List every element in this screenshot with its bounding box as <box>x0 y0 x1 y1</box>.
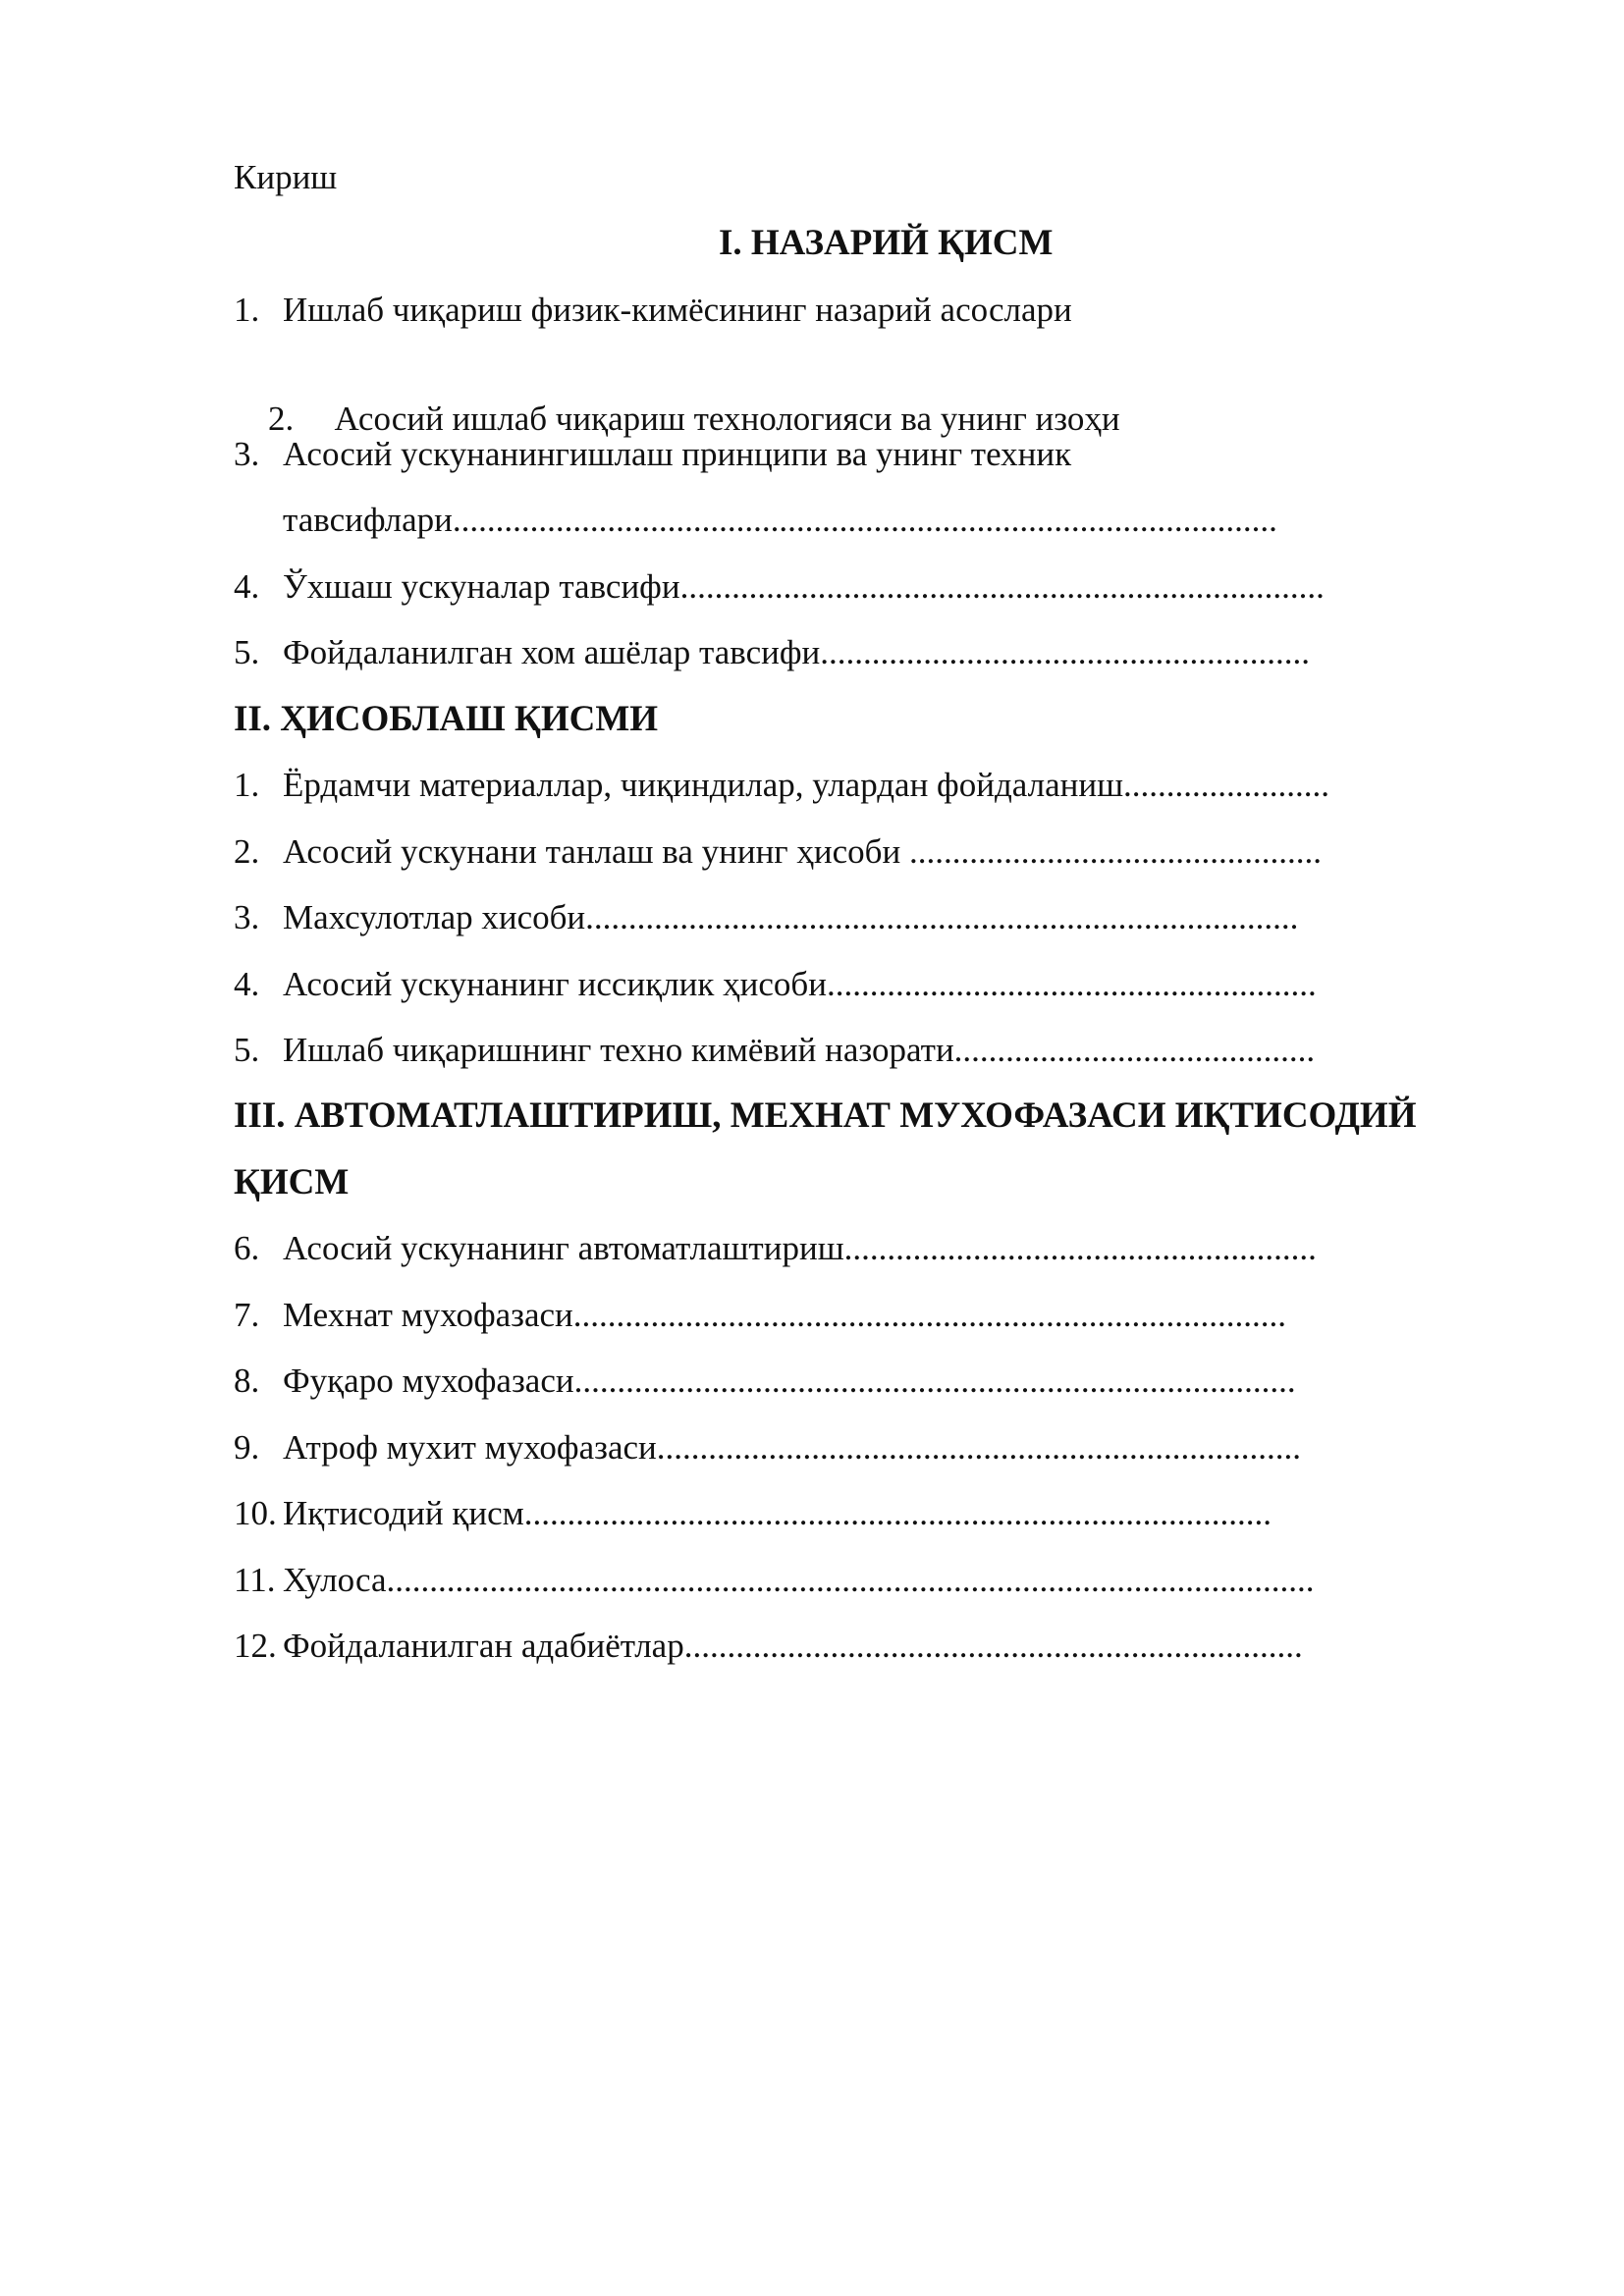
toc-item <box>234 1294 1286 1337</box>
toc-item-text: Ўхшаш ускуналар тавсифи........................................................................... <box>283 567 1325 606</box>
toc-item-number: 11. <box>234 1561 276 1599</box>
toc-item-text: тавсифлари................................................................................................ <box>283 501 1277 539</box>
toc-item <box>234 1559 1315 1602</box>
toc-item <box>234 289 1072 332</box>
section-1-title: I. НАЗАРИЙ ҚИСМ <box>719 223 1054 263</box>
toc-item-text: Иқтисодий қисм....................................................................................... <box>283 1494 1272 1532</box>
toc-item <box>234 631 1310 674</box>
toc-item-text: Хулоса............................................................................................................ <box>283 1561 1315 1599</box>
toc-item-text: Мехнат мухофазаси................................................................................... <box>283 1296 1287 1334</box>
toc-item-text: Ишлаб чиқариш физик-кимёсининг назарий асослари <box>283 291 1072 329</box>
toc-item <box>234 565 1325 609</box>
toc-item-number: 1. <box>234 766 260 804</box>
toc-item-text: Атроф мухит мухофазаси........................................................................... <box>283 1428 1302 1467</box>
toc-item-continuation <box>234 499 1277 542</box>
toc-item-number: 4. <box>234 965 260 1003</box>
section-3-title: III. АВТОМАТЛАШТИРИШ, МЕХНАТ МУХОФАЗАСИ ИҚТИСОДИЙ <box>234 1095 1417 1136</box>
toc-item-text: Ишлаб чиқаришнинг техно кимёвий назорати.......................................... <box>283 1031 1316 1069</box>
toc-item-text: Асосий ускунанингишлаш принципи ва унинг техник <box>283 435 1072 473</box>
toc-item-number: 3. <box>234 435 260 473</box>
toc-item-text: Асосий ишлаб чиқариш технологияси ва унинг изоҳи <box>317 400 1120 438</box>
toc-item <box>234 830 1322 874</box>
toc-item-number: 1. <box>234 291 260 329</box>
toc-item-text: Ёрдамчи материаллар, чиқиндилар, улардан фойдаланиш........................ <box>283 766 1330 804</box>
toc-item <box>234 1492 1272 1535</box>
toc-item <box>234 1426 1301 1469</box>
toc-item <box>234 896 1298 939</box>
toc-item-number: 7. <box>234 1296 260 1334</box>
toc-item-number: 2. <box>234 832 260 871</box>
toc-item-number: 9. <box>234 1428 260 1467</box>
toc-item-number: 3. <box>234 898 260 936</box>
toc-item-text: Фойдаланилган адабиётлар........................................................................ <box>283 1627 1303 1665</box>
toc-item-number: 10. <box>234 1494 277 1532</box>
toc-item-text: Асосий ускунанинг иссиқлик ҳисоби......................................................... <box>283 965 1317 1003</box>
section-3-title-continuation: ҚИСМ <box>234 1162 350 1202</box>
toc-item-text: Фойдаланилган хом ашёлар тавсифи......................................................... <box>283 633 1311 671</box>
toc-item-number: 2. <box>268 400 295 438</box>
toc-item-number: 5. <box>234 633 260 671</box>
toc-item-number: 5. <box>234 1031 260 1069</box>
toc-item-number: 12. <box>234 1627 277 1665</box>
toc-item <box>234 963 1317 1006</box>
section-2-title: II. ҲИСОБЛАШ ҚИСМИ <box>234 699 659 739</box>
intro-heading: Кириш <box>234 158 338 196</box>
toc-item-text: Асосий ускунанинг автоматлаштириш....................................................... <box>283 1229 1317 1267</box>
toc-item-text: Фуқаро мухофазаси.................................................................................... <box>283 1362 1296 1400</box>
toc-item <box>234 1625 1303 1668</box>
toc-item <box>234 433 1071 476</box>
toc-item-text: Асосий ускунани танлаш ва унинг ҳисоби ................................................ <box>283 832 1322 871</box>
toc-item-number: 4. <box>234 567 260 606</box>
toc-item <box>234 1360 1296 1403</box>
toc-item-number: 8. <box>234 1362 260 1400</box>
toc-item-text: Махсулотлар хисоби................................................................................... <box>283 898 1299 936</box>
toc-item <box>234 1029 1315 1072</box>
toc-item <box>234 764 1329 807</box>
toc-item-number: 6. <box>234 1229 260 1267</box>
toc-item <box>234 1227 1317 1270</box>
